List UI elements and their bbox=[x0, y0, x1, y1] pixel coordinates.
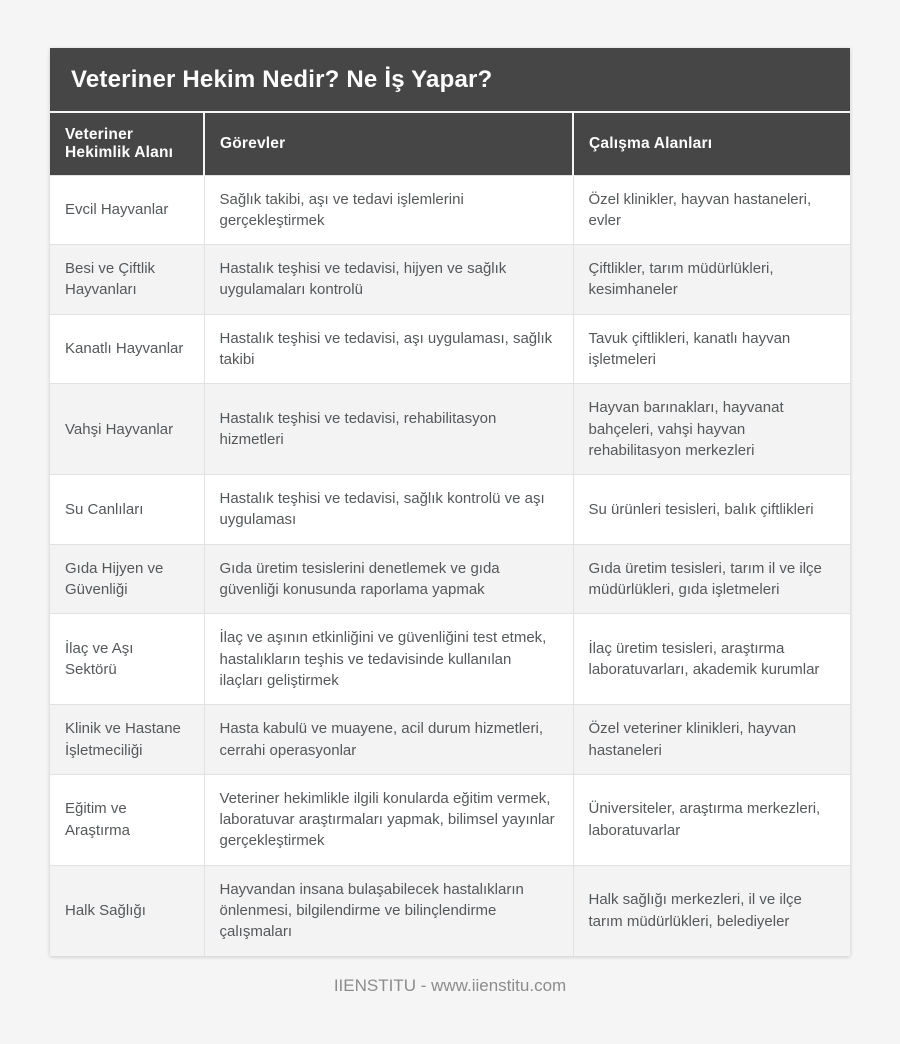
table-row bbox=[50, 774, 850, 865]
cell-duties: Sağlık takibi, aşı ve tedavi işlemlerini gerçekleştirmek bbox=[204, 175, 573, 245]
cell-duties: Gıda üretim tesislerini denetlemek ve gıda güvenliği konusunda raporlama yapmak bbox=[204, 544, 573, 614]
cell-area: Kanatlı Hayvanlar bbox=[50, 314, 204, 384]
cell-workplaces: Gıda üretim tesisleri, tarım il ve ilçe müdürlükleri, gıda işletmeleri bbox=[573, 544, 850, 614]
cell-workplaces: Çiftlikler, tarım müdürlükleri, kesimhaneler bbox=[573, 245, 850, 315]
cell-area: Besi ve Çiftlik Hayvanları bbox=[50, 245, 204, 315]
cell-area: İlaç ve Aşı Sektörü bbox=[50, 614, 204, 705]
cell-duties: Veteriner hekimlikle ilgili konularda eğitim vermek, laboratuvar araştırmaları yapmak, bilimsel yayınlar gerçekleştirmek bbox=[204, 774, 573, 865]
cell-workplaces: Halk sağlığı merkezleri, il ve ilçe tarım müdürlükleri, belediyeler bbox=[573, 865, 850, 955]
cell-area: Gıda Hijyen ve Güvenliği bbox=[50, 544, 204, 614]
page-title: Veteriner Hekim Nedir? Ne İş Yapar? bbox=[50, 48, 850, 113]
cell-area: Klinik ve Hastane İşletmeciliği bbox=[50, 705, 204, 775]
veterinary-table bbox=[50, 113, 850, 956]
table-row bbox=[50, 245, 850, 315]
table-header-row bbox=[50, 113, 850, 175]
table-row bbox=[50, 384, 850, 475]
table-row bbox=[50, 614, 850, 705]
column-header-duties: Görevler bbox=[204, 113, 573, 175]
cell-area: Vahşi Hayvanlar bbox=[50, 384, 204, 475]
cell-workplaces: Üniversiteler, araştırma merkezleri, laboratuvarlar bbox=[573, 774, 850, 865]
cell-duties: Hayvandan insana bulaşabilecek hastalıkların önlenmesi, bilgilendirme ve bilinçlendirme çalışmaları bbox=[204, 865, 573, 955]
table-row bbox=[50, 475, 850, 545]
cell-workplaces: Hayvan barınakları, hayvanat bahçeleri, vahşi hayvan rehabilitasyon merkezleri bbox=[573, 384, 850, 475]
table-row bbox=[50, 544, 850, 614]
cell-area: Su Canlıları bbox=[50, 475, 204, 545]
footer-credit: IIENSTITU - www.iienstitu.com bbox=[333, 975, 567, 995]
cell-workplaces: İlaç üretim tesisleri, araştırma laboratuvarları, akademik kurumlar bbox=[573, 614, 850, 705]
veterinary-table-card bbox=[50, 48, 850, 956]
column-header-area: Veteriner Hekimlik Alanı bbox=[50, 113, 204, 175]
table-row bbox=[50, 314, 850, 384]
cell-duties: Hastalık teşhisi ve tedavisi, rehabilitasyon hizmetleri bbox=[204, 384, 573, 475]
cell-duties: Hastalık teşhisi ve tedavisi, hijyen ve sağlık uygulamaları kontrolü bbox=[204, 245, 573, 315]
cell-workplaces: Tavuk çiftlikleri, kanatlı hayvan işletmeleri bbox=[573, 314, 850, 384]
cell-duties: Hastalık teşhisi ve tedavisi, sağlık kontrolü ve aşı uygulaması bbox=[204, 475, 573, 545]
column-header-workplaces: Çalışma Alanları bbox=[573, 113, 850, 175]
table-row bbox=[50, 705, 850, 775]
cell-workplaces: Su ürünleri tesisleri, balık çiftlikleri bbox=[573, 475, 850, 545]
cell-area: Evcil Hayvanlar bbox=[50, 175, 204, 245]
cell-area: Eğitim ve Araştırma bbox=[50, 774, 204, 865]
cell-workplaces: Özel klinikler, hayvan hastaneleri, evler bbox=[573, 175, 850, 245]
cell-workplaces: Özel veteriner klinikleri, hayvan hastaneleri bbox=[573, 705, 850, 775]
table-row bbox=[50, 175, 850, 245]
cell-duties: Hasta kabulü ve muayene, acil durum hizmetleri, cerrahi operasyonlar bbox=[204, 705, 573, 775]
table-row bbox=[50, 865, 850, 955]
cell-duties: Hastalık teşhisi ve tedavisi, aşı uygulaması, sağlık takibi bbox=[204, 314, 573, 384]
cell-duties: İlaç ve aşının etkinliğini ve güvenliğini test etmek, hastalıkların teşhis ve tedavisinde kullanılan ilaçları geliştirmek bbox=[204, 614, 573, 705]
cell-area: Halk Sağlığı bbox=[50, 865, 204, 955]
